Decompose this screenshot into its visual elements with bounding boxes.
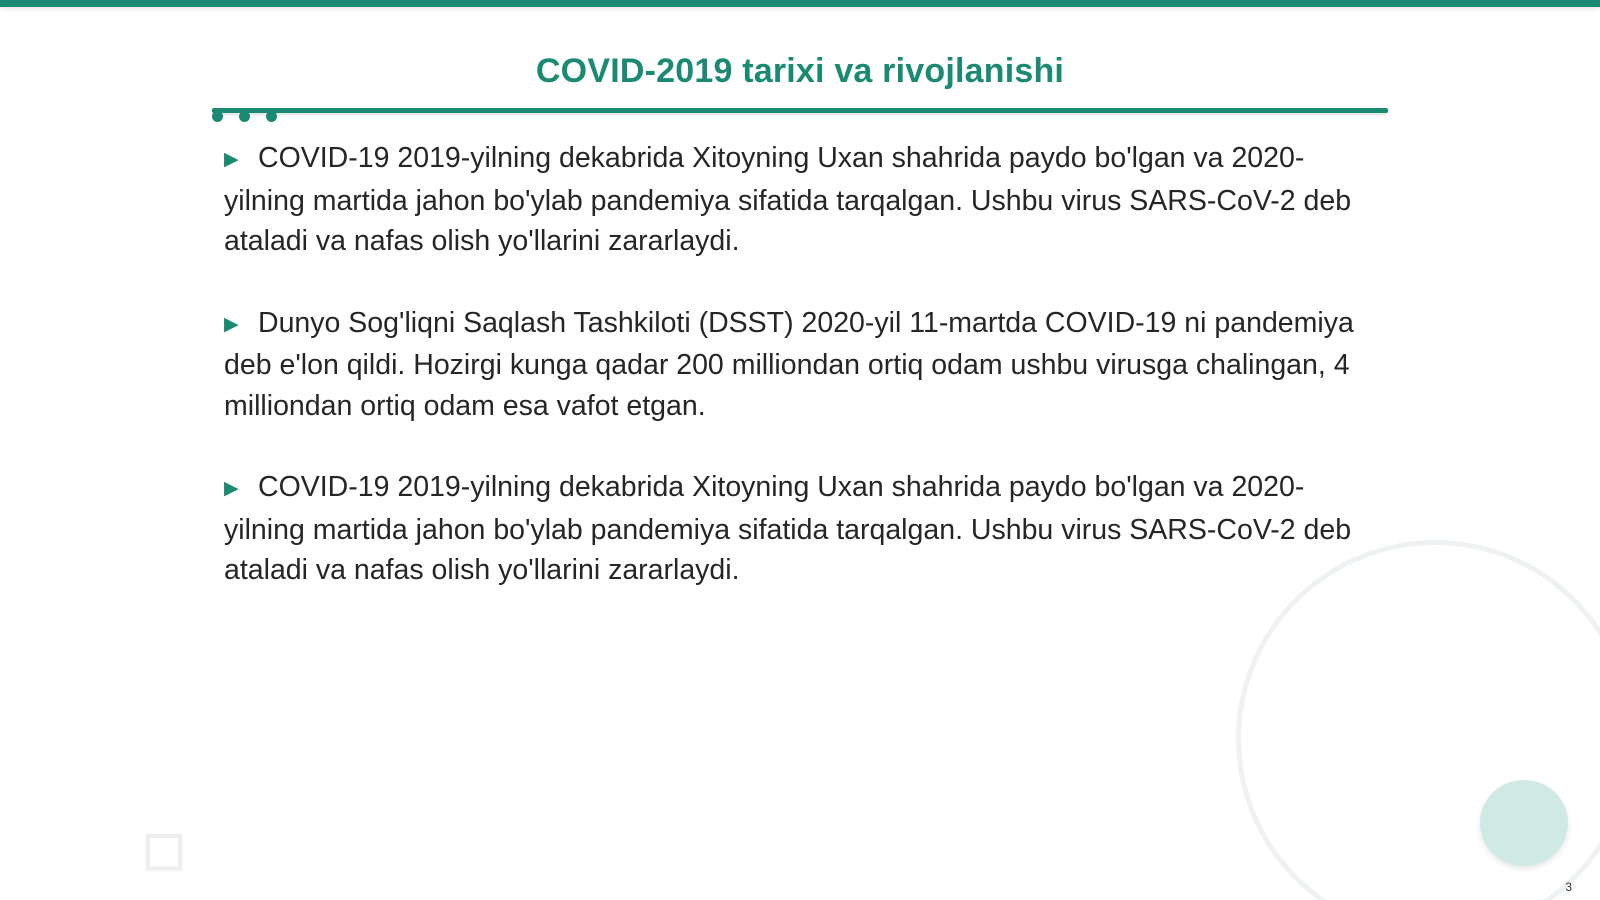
triangle-bullet-icon: ▶ [224,149,239,170]
slide-title: COVID-2019 tarixi va rivojlanishi [535,52,1065,90]
title-underline [212,108,1388,113]
decorative-dot [239,111,250,122]
bullet-text: COVID-19 2019-yilning dekabrida Xitoyning Uxan shahrida paydo bo'lgan va 2020-yilning martida jahon bo'ylab pandemiya sifatida tarqalgan. Ushbu virus SARS-CoV-2 deb ataladi va nafas olish yo'llarini zararlaydi. [224,471,1352,586]
top-accent-bar [0,0,1600,7]
decorative-dot [212,111,223,122]
bullet-list [224,138,1364,632]
triangle-bullet-icon: ▶ [224,478,239,499]
decorative-circle [1480,780,1568,866]
bullet-paragraph [224,467,1364,591]
bullet-paragraph [224,303,1364,427]
page-number: 3 [1565,880,1572,894]
bullet-paragraph [224,138,1364,262]
triangle-bullet-icon: ▶ [224,313,239,335]
decorative-dot [266,111,277,122]
decorative-square [146,834,182,870]
bullet-text: COVID-19 2019-yilning dekabrida Xitoyning Uxan shahrida paydo bo'lgan va 2020-yilning martida jahon bo'ylab pandemiya sifatida tarqalgan. Ushbu virus SARS-CoV-2 deb ataladi va nafas olish yo'llarini zararlaydi. [224,142,1352,257]
bullet-text: Dunyo Sog'liqni Saqlash Tashkiloti (DSST) 2020-yil 11-martda COVID-19 ni pandemiya deb e'lon qildi. Hozirgi kunga qadar 200 milliondan ortiq odam ushbu virusga chalingan, 4 milliondan ortiq odam esa vafot etgan. [224,306,1354,422]
